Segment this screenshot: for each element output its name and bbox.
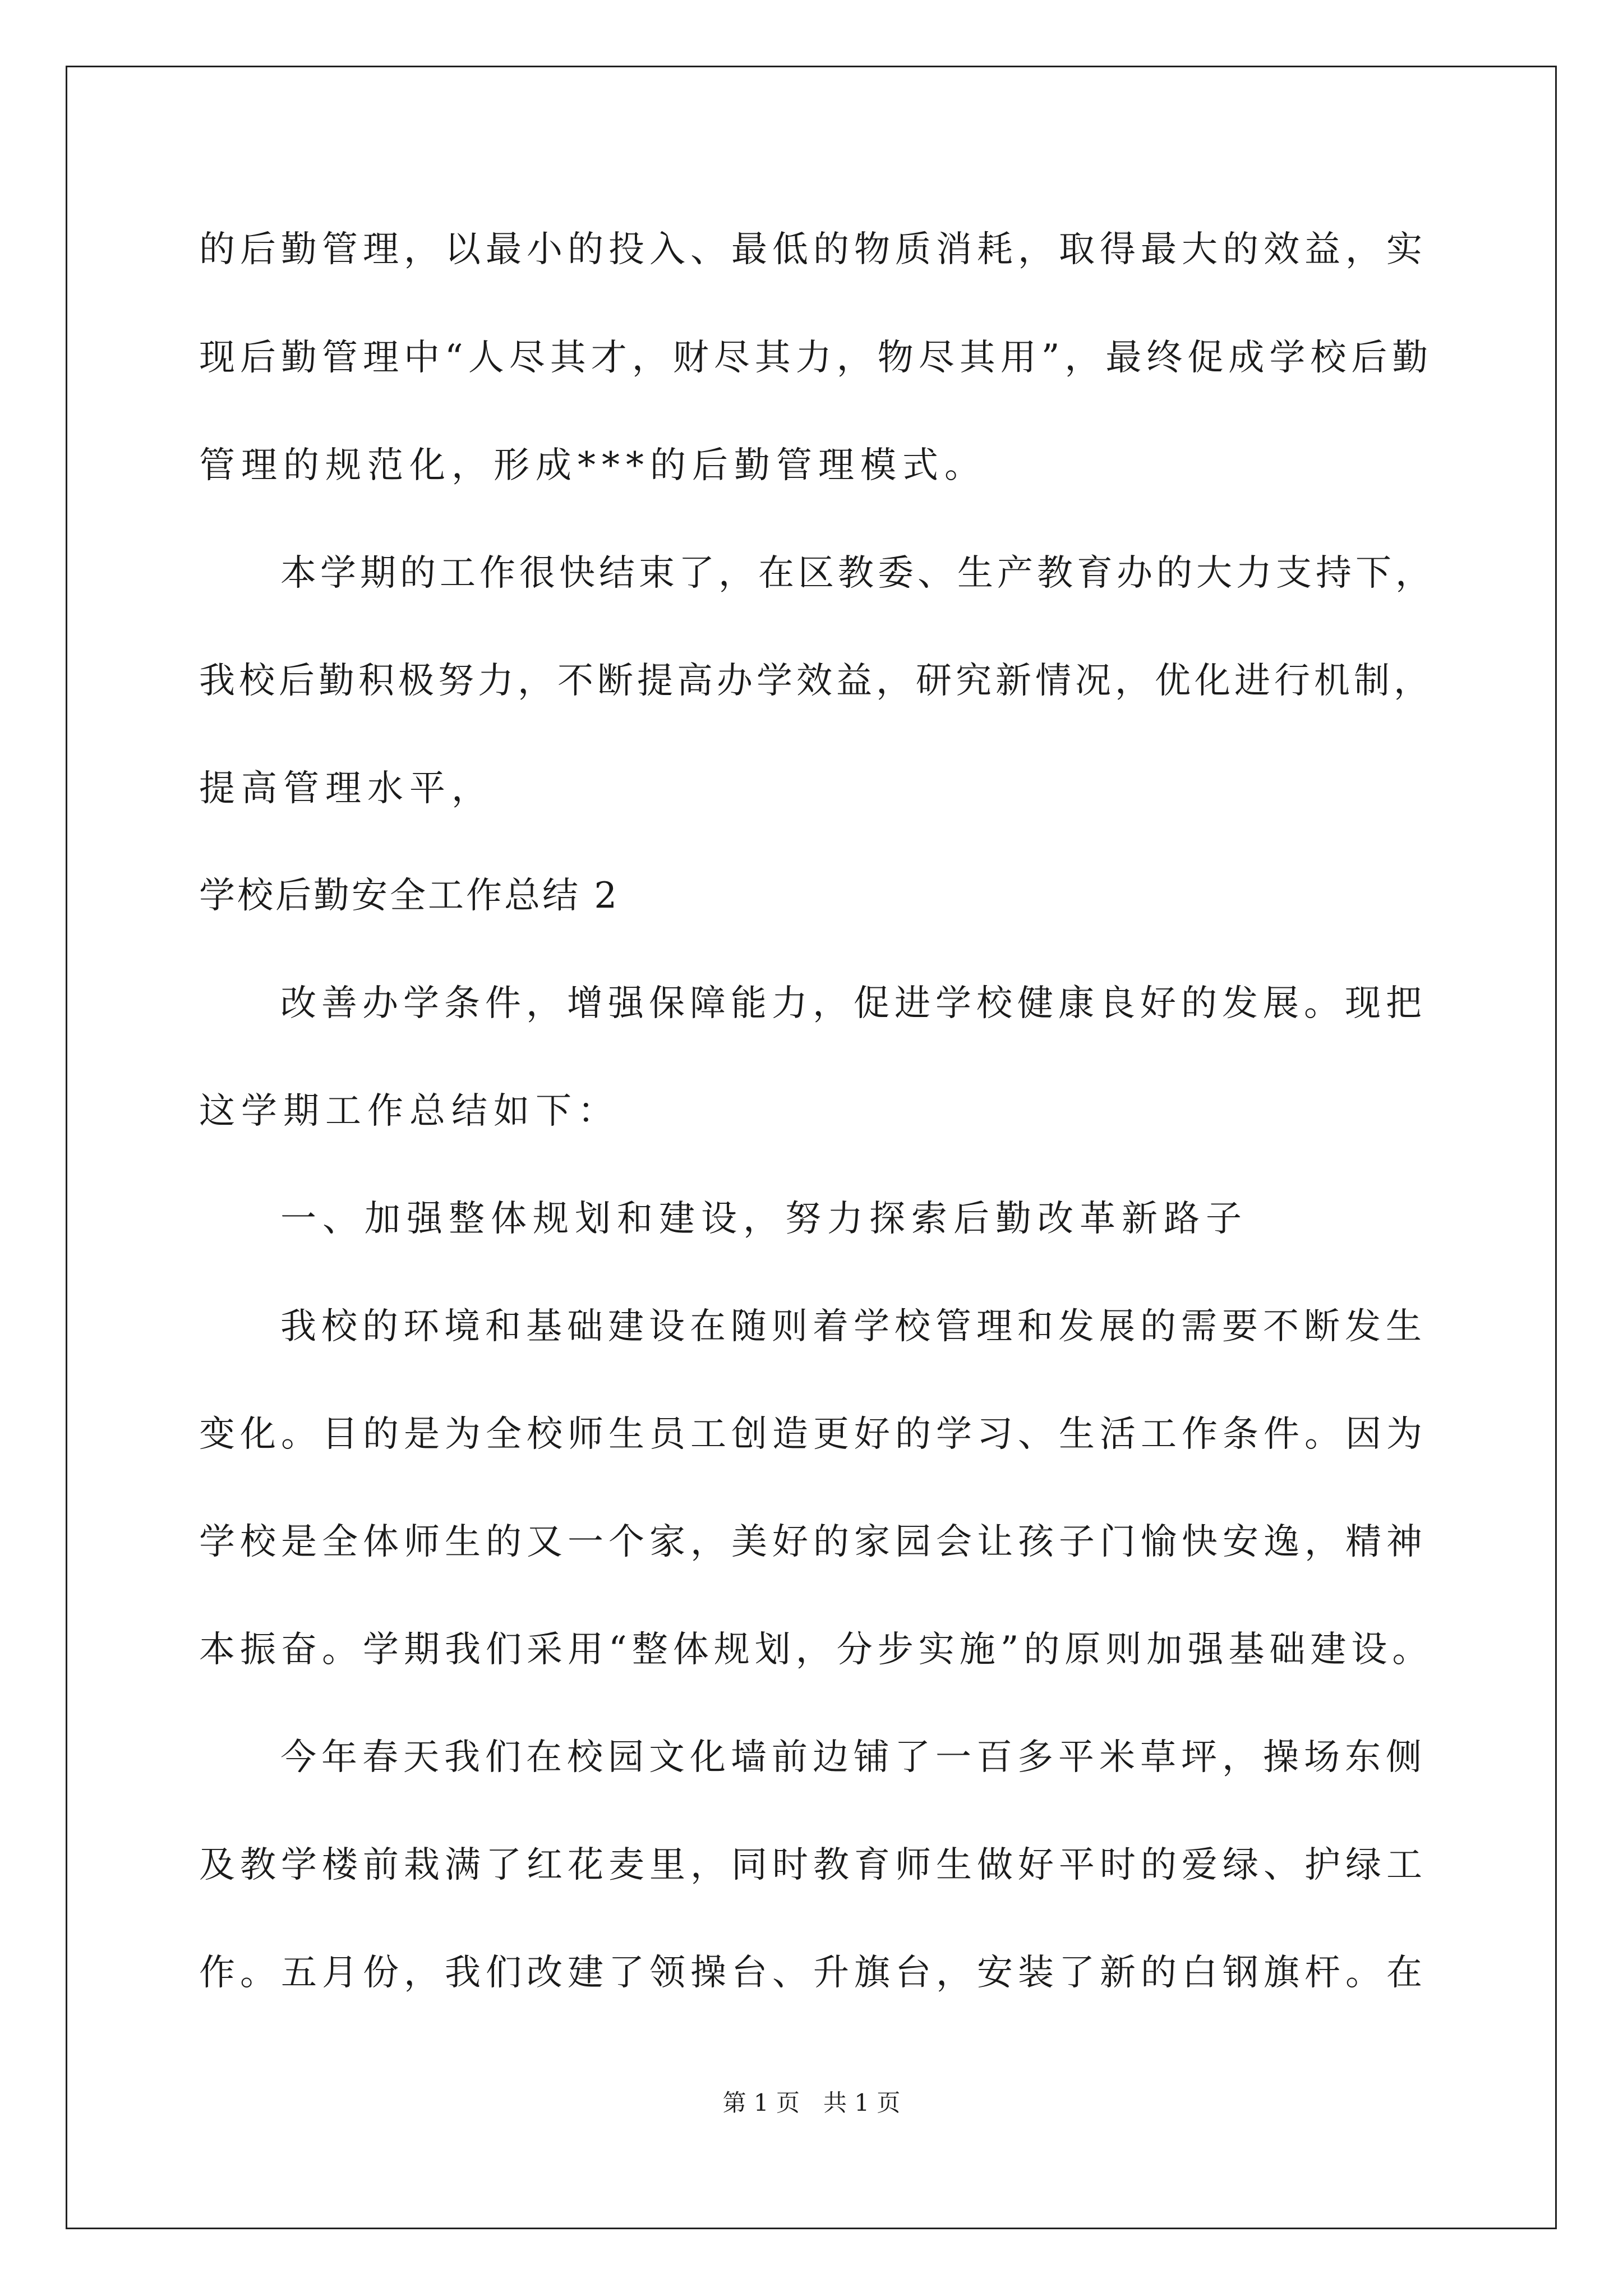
paragraph-line: 提高管理水平， (199, 768, 494, 809)
paragraph-line: 作。五月份，我们改建了领操台、升旗台，安装了新的白钢旗杆。在 (199, 1952, 1427, 1994)
paragraph-line: 今年春天我们在校园文化墙前边铺了一百多平米草坪，操场东侧 (280, 1737, 1427, 1778)
paragraph-line: 学校是全体师生的又一个家，美好的家园会让孩子门愉快安逸，精神 (199, 1521, 1427, 1563)
paragraph-line: 我校后勤积极努力，不断提高办学效益，研究新情况，优化进行机制， (199, 660, 1433, 702)
subheading: 一、加强整体规划和建设，努力探索后勤改革新路子 (280, 1198, 1248, 1240)
paragraph-line: 管理的规范化，形成***的后勤管理模式。 (199, 445, 986, 486)
paragraph-line: 本振奋。学期我们采用“整体规划，分步实施”的原则加强基础建设。 (199, 1629, 1433, 1671)
paragraph-line: 本学期的工作很快结束了，在区教委、生产教育办的大力支持下， (280, 553, 1435, 594)
paragraph-line: 及教学楼前栽满了红花麦里，同时教育师生做好平时的爱绿、护绿工 (199, 1844, 1427, 1886)
section-heading: 学校后勤安全工作总结 2 (199, 875, 620, 917)
paragraph-line: 的后勤管理，以最小的投入、最低的物质消耗，取得最大的效益，实 (199, 229, 1427, 270)
paragraph-line: 改善办学条件，增强保障能力，促进学校健康良好的发展。现把 (280, 983, 1427, 1024)
paragraph-line: 变化。目的是为全校师生员工创造更好的学习、生活工作条件。因为 (199, 1414, 1427, 1455)
paragraph-line: 这学期工作总结如下： (199, 1091, 620, 1132)
paragraph-line: 我校的环境和基础建设在随则着学校管理和发展的需要不断发生 (280, 1306, 1427, 1347)
paragraph-line: 现后勤管理中“人尽其才，财尽其力，物尽其用”，最终促成学校后勤 (199, 337, 1433, 379)
page-number-footer: 第 1 页 共 1 页 (722, 2089, 901, 2116)
page-border (66, 66, 1557, 2229)
